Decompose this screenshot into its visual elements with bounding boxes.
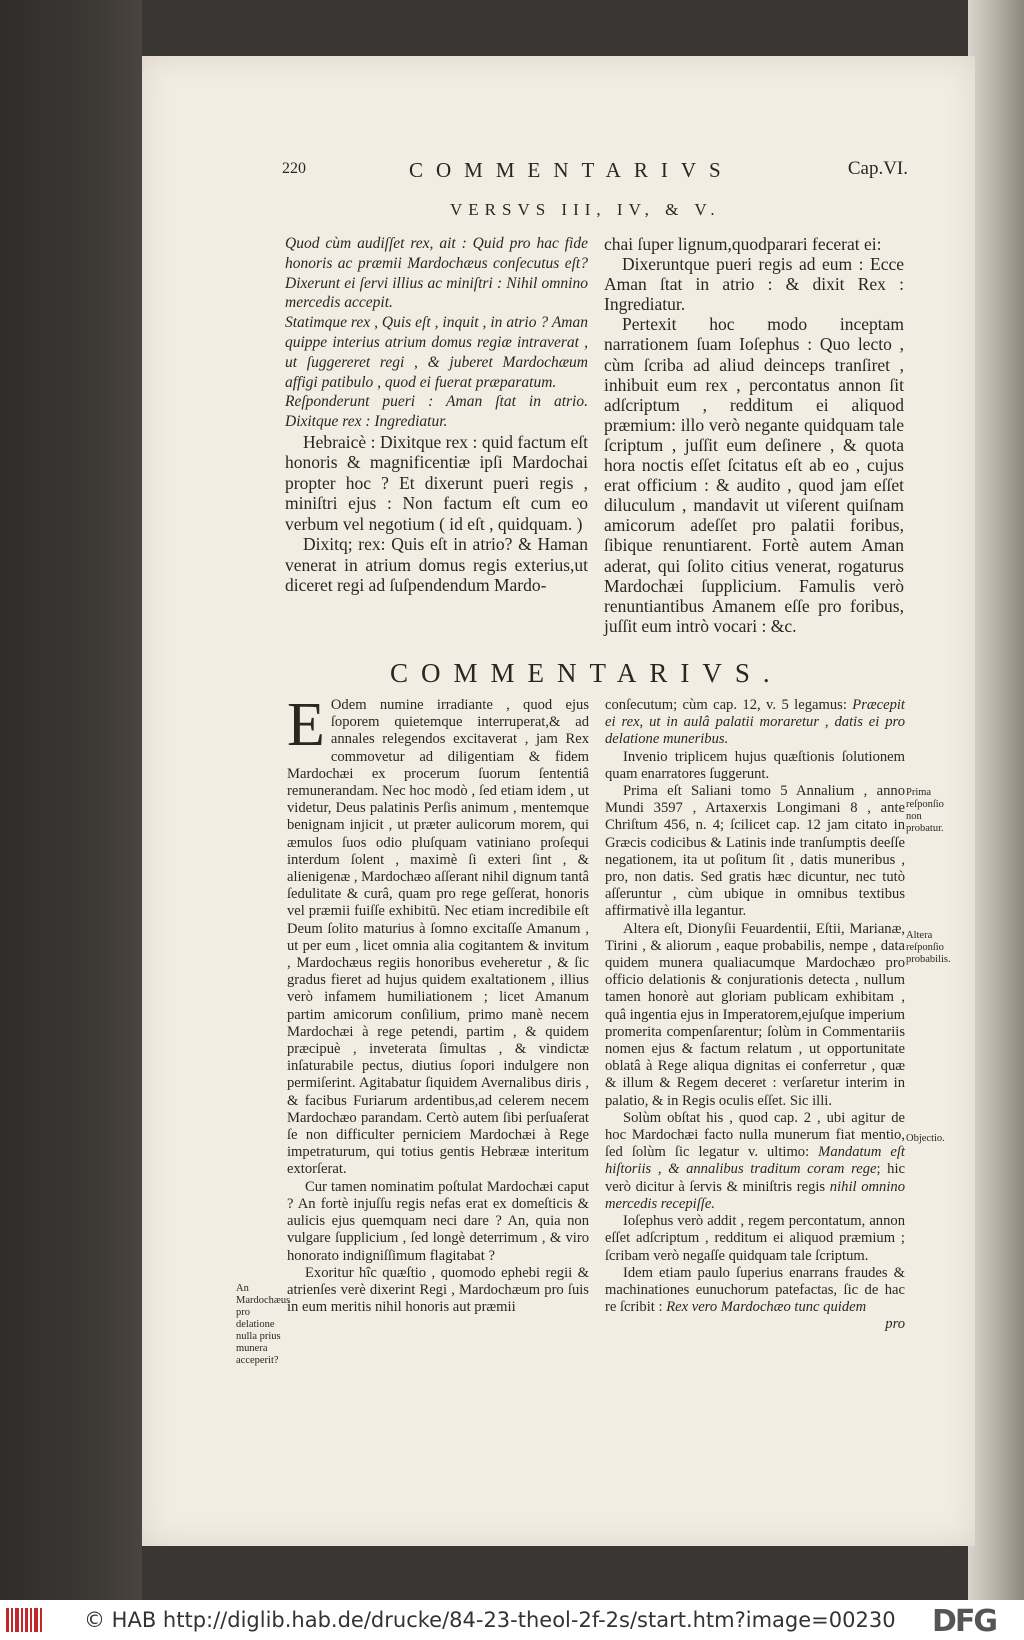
text-span: Idem etiam paulo ſuperius enarrans fraudes & machinationes eunuchorum patefactas, ſic de hac re ſcribit : <box>605 1264 905 1316</box>
text-span: Solùm obſtat his , quod cap. 2 , ubi agitur de hoc Mardochæi facto nulla munerum fiat mentio, ſed ſolùm ſic legatur v. ultimo: <box>605 1109 905 1161</box>
commentary-right-para-1 <box>605 697 905 749</box>
quotation: Mandatum eſt hiſtoriis , & annalibus traditum coram rege <box>605 1144 905 1178</box>
drop-cap: E <box>287 691 325 759</box>
dixitq-paragraph: Dixitq; rex: Quis eſt in atrio? & Haman venerat in atrium domus regis exterius,ut diceret regi ad ſuſpendendum Mardo- <box>285 534 588 596</box>
next-page-edge <box>968 0 1024 1600</box>
footer-bar <box>0 1600 1024 1640</box>
dfg-logo: DFG <box>932 1604 997 1639</box>
verse-latin-1: Quod cùm audiſſet rex, ait : Quid pro hac fide honoris ac præmii Mardochæus conſecutus eſt? Dixerunt ei ſervi illius ac miniſtri : Nihil omnino mercedis accepit. <box>285 235 588 312</box>
scanner-background-left <box>0 0 142 1600</box>
commentary-right-para-4: Altera eſt, Dionyſii Feuardentii, Eſtii, Marianæ, Tirini , & aliorum , eaque probabilis, nempe , data quidem munera qualiacumque Mardochæo pro officio delationis & conjurationis detecta , nullum tamen honorè aut gloriam publicam exhibitam , quâ ingentia ejus in Imperatorem,ejuſque imperium promerita compenſarentur; ſolùm in Commentariis nomen ejus & factum relatum , ut opportunitate oblatâ à Rege aliqua dignitas ei conferretur , quæ & illum & Regem deceret : verſaretur interim in palatio, & in Regis oculis eſſet. Sic illi. <box>605 920 905 1109</box>
commentary-paragraph-3: Exoritur hîc quæſtio , quomodo ephebi regii & atrienſes verè dixerint Regi , Mardochæum pro ſuis in eum meritis nihil honoris aut præmii <box>287 1264 589 1316</box>
commentary-paragraph-1 <box>287 691 589 1179</box>
commentary-paragraph-1-text: Odem numine irradiante , quod ejus ſoporem quietemque interruperat,& ad annales relegendos excitaverat , jam Rex commovetur ad diligentiam & fidem Mardochæi ex procerum ſuorum ſententiâ remunerandam. Nec hoc modò , ſed etiam idem , ut videtur, Deus palatinis Perſis animum , mentemque benignam injicit , ut præter aulicorum morem, qui æmulos ſuos odio pluſquam vatiniano proſequi interdum ſolent , maximè ſi exteri ſint , & alienigenæ , Mardochæo aſſerant nihil dignum tantâ ſedulitate & curâ, quam pro rege geſſerat, honoris vel præmii fuiſſe exhibitū. Nec etiam incredibile eſt Deum ſolito maturius à ſomno excitaſſe Amanum , ut per eum , licet omnia alia cogitantem & invitum , Mardochæus regiis honoribus eveheretur , & ſic gradus fieret ad hujus quidem exaltationem , illius verò infamem humiliationem ; licet Amanum partim amicorum conſilium, primo manè necem Mardochæi à rege petendi, partim , & quidem præcipuè , inveterata ſimultas , & vindictæ inſaturabile pectus, diutius ſopori indulgere non permiſerint. Agitabatur ſiquidem Avernalibus diris , & facibus Furiarum ardentibus,ad celerem necem Mardochæo parandam. Certò autem ſibi perſuaſerat ſe non difficulter perniciem Mardochæi à Rege impetraturum, qui totius gentis Hebrææ interitum extorſerat. <box>287 697 589 1178</box>
verse-latin-3: Reſponderunt pueri : Aman ſtat in atrio. Dixitque rex : Ingrediatur. <box>285 393 588 431</box>
commentary-paragraph-2: Cur tamen nominatim poſtulat Mardochæi caput ? An fortè injuſſu regis nefas erat ex domeſticis & aulicis ejus quemquam neci dare ? An, quia non vulgare ſupplicium , ſed longè deterrimum , & viro honorato indigniſſimum flagitabat ? <box>287 1178 589 1264</box>
commentary-right-para-2: Invenio triplicem hujus quæſtionis ſolutionem quam enarratores ſuggerunt. <box>605 748 905 782</box>
chapter-label: Cap.VI. <box>847 158 908 179</box>
verse-right-line: chai ſuper lignum,quodparari fecerat ei: <box>604 234 882 254</box>
barcode-icon <box>6 1605 42 1635</box>
verse-right-para-2: Dixeruntque pueri regis ad eum : Ecce Aman ſtat in atrio : & dixit Rex : Ingrediatur. <box>604 254 904 315</box>
page-number: 220 <box>282 160 306 177</box>
josephus-paragraph: Pertexit hoc modo inceptam narrationem ſuam Ioſephus : Quo lecto , cùm ſcriba ad aliud deinceps tranſiret , inhibuit eum rex , percontatus annon ſit adſcriptum , redditum ei aliquod præmium: illo verò negante quidquam tale ſcriptum , juſſit eum deſinere , & quota hora noctis eſſet ſcitatus eſt ab eo , cujus erat officium : & audito , quod jam eſſet diluculum , mandavit ut viſerent quiſnam amicorum adeſſet pro palatii foribus, ſibique renuntiarent. Fortè autem Aman aderat, qui ſolito citius venerat, rogaturus Mardochæi ſupplicium. Famulis verò renuntiantibus Amanem eſſe pro foribus, juſſit eum intrò vocari : &c. <box>604 314 904 636</box>
margin-note-first-response: Prima reſponſio non probatur. <box>906 787 944 834</box>
catchword: pro <box>885 1316 905 1333</box>
commentary-heading: COMMENTARIVS. <box>390 658 783 688</box>
commentary-right-para-6: Ioſephus verò addit , regem percontatum, annon eſſet adſcriptum , redditum ei aliquod præmium ; ſcribam verò negaſſe quidquam tale ſcriptum. <box>605 1213 905 1264</box>
text-span: conſecutum; cùm cap. 12, v. 5 legamus: <box>605 697 853 713</box>
commentary-right-para-3: Prima eſt Saliani tomo 5 Annalium , anno Mundi 3597 , Artaxerxis Longimani 8 , ante Chriſtum 456, n. 4; ſcilicet cap. 12 jam citato in Græcis codicibus & Latinis inde tranſumptis deeſſe negationem, ita ut poſitum ſit , datis muneribus , pro, non datis. Sed gratis hæc dicuntur, nec tutò aſſeruntur , cùm ubique in omnibus textibus affirmativè illa legantur. <box>605 783 905 920</box>
quotation: Præcepit ei rex, ut in aulâ palatii moraretur , datis ei pro delatione muneribus. <box>605 697 905 748</box>
running-title: COMMENTARIVS <box>409 158 734 182</box>
margin-note-objection: Objectio. <box>906 1133 945 1144</box>
quotation: nihil omnino mercedis recepiſſe. <box>605 1178 906 1212</box>
margin-note-question: An Mardochæus pro delatione nulla prius munera acceperit? <box>236 1283 291 1366</box>
source-link[interactable]: © HAB http://diglib.hab.de/drucke/84-23-theol-2f-2s/start.htm?image=00230 <box>84 1608 896 1632</box>
running-header <box>282 158 908 184</box>
commentary-right-column <box>605 697 905 1334</box>
quotation: Rex vero Mardochæo tunc quidem <box>666 1299 867 1316</box>
verse-right-column <box>604 234 904 636</box>
commentary-right-para-7 <box>605 1265 905 1317</box>
commentary-right-para-5 <box>605 1110 905 1213</box>
verse-left-column <box>285 234 588 596</box>
commentary-left-column <box>287 691 589 1316</box>
text-span: ; hic verò dicitur à ſervis & miniſtris regis <box>605 1161 905 1195</box>
verse-heading: VERSVS III, IV, & V. <box>450 200 721 219</box>
verse-latin-2: Statimque rex , Quis eſt , inquit , in atrio ? Aman quippe interius atrium domus regiæ intraverat , ut ſuggereret regi , & juberet Mardochæum affigi patibulo , quod ei fuerat præparatum. <box>285 314 588 391</box>
hebraice-paragraph: Hebraicè : Dixitque rex : quid factum eſt honoris & magnificentiæ ipſi Mardochai propter hoc ? Et dixerunt pueri regis , miniſtri ejus : Non factum eſt cum eo verbum vel negotium ( id eſt , quidquam. ) <box>285 431 588 534</box>
margin-note-second-response: Altera reſponſio probabilis. <box>906 930 951 965</box>
